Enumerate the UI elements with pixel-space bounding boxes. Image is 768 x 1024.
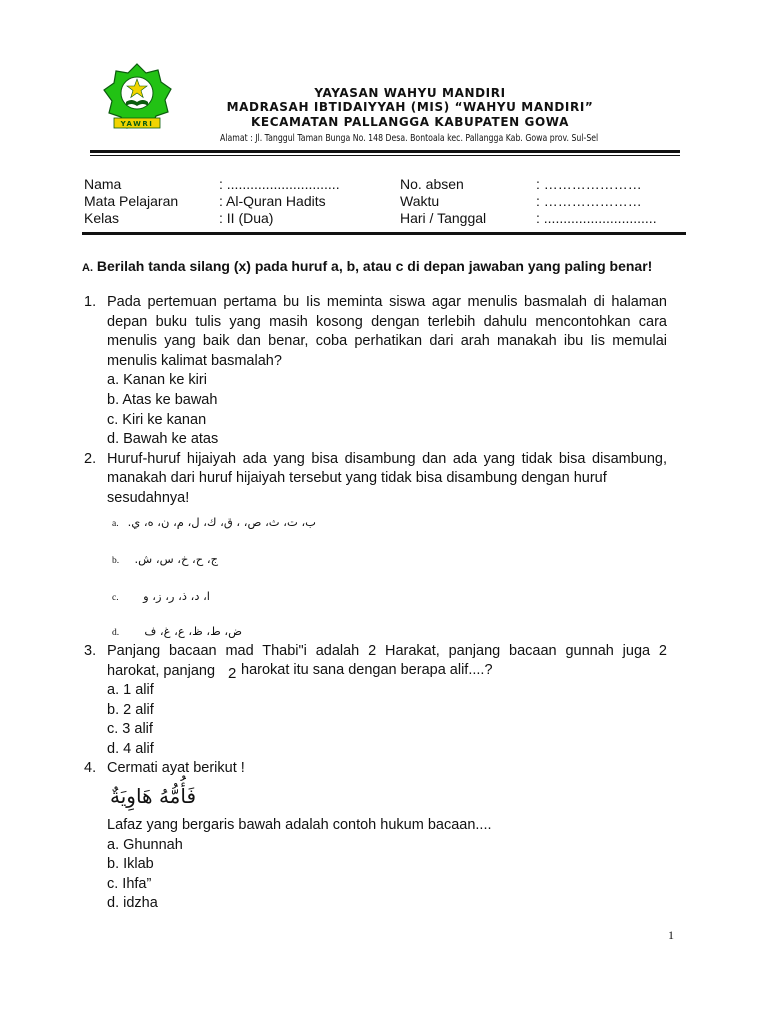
question-4-option-c[interactable]: c. Ihfa” (107, 875, 152, 892)
question-3-option-b[interactable]: b. 2 alif (107, 701, 154, 718)
question-3-line: 2 (228, 665, 237, 682)
option-arabic-text: ج، ح، خ، س، ش. (134, 552, 218, 566)
option-label: c. (112, 593, 119, 603)
section-letter: A. (82, 262, 93, 274)
field-waktu[interactable]: : ………………… (536, 193, 642, 209)
label-nama: Nama (84, 176, 122, 192)
question-1-option-d[interactable]: d. Bawah ke atas (107, 431, 219, 448)
label-waktu: Waktu (400, 193, 440, 209)
school-logo (100, 62, 174, 132)
section-instruction (82, 257, 680, 278)
header-divider (90, 150, 680, 153)
header-divider-thin (90, 155, 680, 156)
foundation-name: YAYASAN WAHYU MANDIRI (314, 86, 506, 100)
logo-text: YAWRI (120, 120, 154, 128)
question-2-number: 2. (84, 450, 97, 467)
question-3-line: Panjang bacaan mad Thabi"i adalah 2 Harakat, panjang bacaan gunnah juga 2 (107, 643, 667, 659)
section-instruction-text: Berilah tanda silang (x) pada huruf a, b, atau c di depan jawaban yang paling benar! (96, 258, 653, 274)
question-3-line: harokat itu sana dengan berapa alif....? (241, 662, 493, 678)
option-arabic-text: ب، ت، ث، ص، ، ق، ك، ل، م، ن، ه، ي. (127, 515, 316, 529)
label-kelas: Kelas (84, 210, 120, 226)
field-nama[interactable]: : ............................. (219, 176, 340, 192)
label-mata-pelajaran: Mata Pelajaran (84, 193, 179, 209)
question-4-line: Cermati ayat berikut ! (107, 760, 245, 776)
option-arabic-text: ا، د، ذ، ر، ز، و (143, 589, 210, 603)
question-1-option-b[interactable]: b. Atas ke bawah (107, 392, 218, 408)
question-1-option-a[interactable]: a. Kanan ke kiri (107, 372, 207, 389)
question-4-option-a[interactable]: a. Ghunnah (107, 836, 183, 853)
question-4-option-b[interactable]: b. Iklab (107, 856, 154, 873)
question-3-line: harokat, panjang (107, 663, 216, 679)
question-3-option-d[interactable]: d. 4 alif (107, 740, 154, 757)
field-kelas: : II (Dua) (219, 210, 274, 226)
question-1-number: 1. (84, 294, 97, 310)
question-3-number: 3. (84, 643, 97, 659)
question-2-line: manakah dari huruf hijaiyah tersebut yang tidak bisa disambung dengan huruf (107, 470, 607, 487)
label-no-absen: No. absen (400, 176, 464, 192)
question-3-option-c[interactable]: c. 3 alif (107, 721, 153, 738)
field-mata-pelajaran: : Al-Quran Hadits (219, 193, 326, 209)
option-label: b. (112, 556, 120, 566)
question-3-option-a[interactable]: a. 1 alif (107, 682, 154, 698)
question-1-line: menulis yang baik dan benar, coba perhatikan dari arah manakah ibu Iis memulai (107, 333, 667, 350)
question-2-line: sesudahnya! (107, 490, 190, 506)
field-hari-tanggal[interactable]: : ............................. (536, 210, 657, 226)
question-1-option-c[interactable]: c. Kiri ke kanan (107, 411, 207, 428)
school-name: MADRASAH IBTIDAIYYAH (MIS) “WAHYU MANDIRI” (226, 100, 594, 114)
question-4-option-d[interactable]: d. idzha (107, 895, 158, 912)
option-arabic-text: ض، ط، ظ، ع، غ، ف (144, 624, 242, 638)
district-name: KECAMATAN PALLANGGA KABUPATEN GOWA (251, 115, 569, 129)
page-number: 1 (668, 928, 674, 942)
question-1-line: menulis kalimat basmalah? (107, 352, 282, 369)
label-hari-tanggal: Hari / Tanggal (400, 210, 487, 226)
field-no-absen[interactable]: : ………………… (536, 176, 642, 192)
question-2-line: Huruf-huruf hijaiyah ada yang bisa disambung dan ada yang tidak bisa disambung, (107, 450, 667, 467)
school-address: Alamat : Jl. Tanggul Taman Bunga No. 148 Desa. Bontoala kec. Pallangga Kab. Gowa prov. Sul-Sel (220, 133, 599, 144)
question-4-followup: Lafaz yang bergaris bawah adalah contoh hukum bacaan.... (107, 817, 492, 833)
question-4-ayat: فَأُمُّهُ هَاوِيَةٌ (110, 784, 197, 808)
question-4-number: 4. (84, 760, 97, 776)
question-1-line: Pada pertemuan pertama bu Iis meminta siswa agar menulis basmalah di halaman (107, 294, 667, 310)
option-label: d. (112, 628, 120, 638)
question-1-line: depan buku tulis yang masih kosong dengan terlebih dahulu mencontohkan cara (107, 313, 667, 330)
option-label: a. (112, 519, 119, 529)
identity-divider (82, 232, 686, 235)
